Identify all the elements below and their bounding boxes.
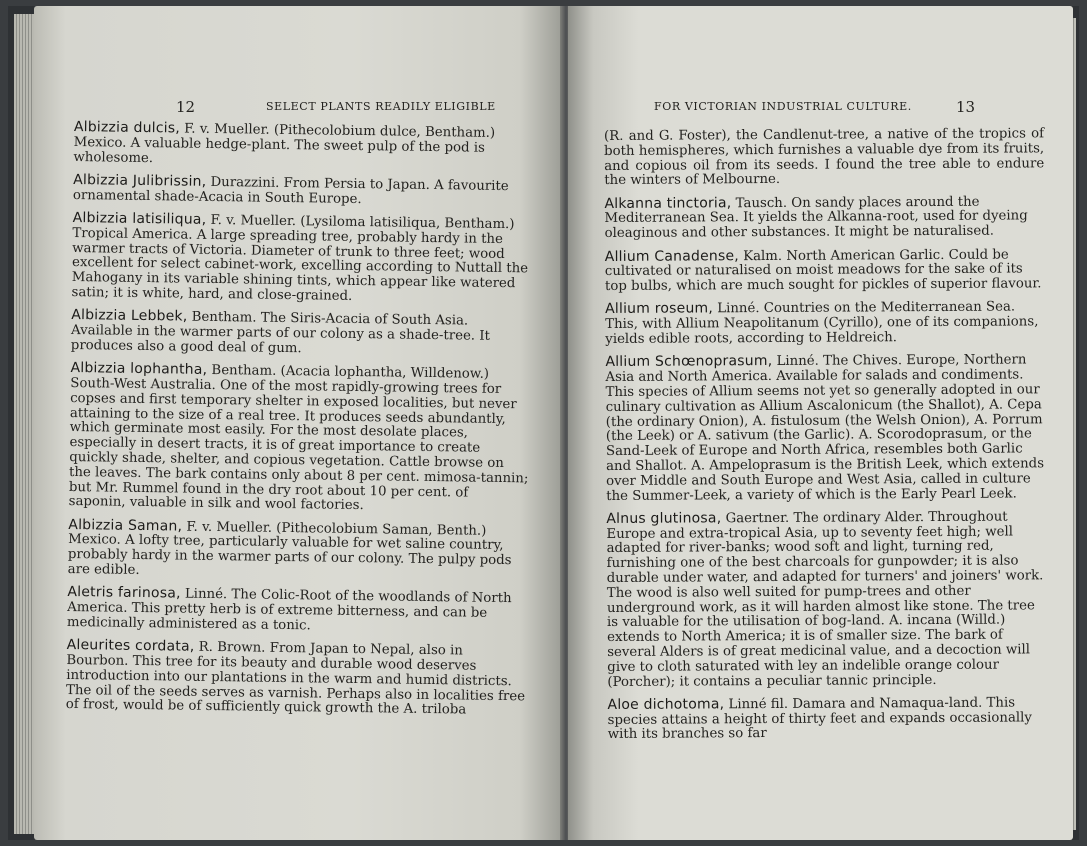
plant-description: Kalm. North American Garlic. Could be cultivated or naturalised on moist meadows for the sake of its top bulbs, which are much sought for pickles of superior flavour.: [604, 247, 1042, 295]
plant-entry: [73, 120, 534, 172]
page-number-right: 13: [956, 98, 976, 116]
plant-description: F. v. Mueller. (Pithecolobium dulce, Bentham.) Mexico. A valuable hedge-plant. The sweet pulp of the pod is wholesome.: [73, 121, 496, 166]
plant-entry: [67, 585, 528, 637]
right-page: [568, 6, 1073, 840]
plant-entry: [71, 211, 532, 307]
plant-description: Tausch. On sandy places around the Mediterranean Sea. It yields the Alkanna-root, used for dyeing oleaginous and other substances. It might be naturalised.: [604, 194, 1028, 242]
plant-entry: [66, 638, 527, 719]
plant-name: Albizzia lophantha,: [70, 360, 208, 379]
plant-name: Albizzia Lebbek,: [71, 307, 188, 325]
plant-description: F. v. Mueller. (Pithecolobium Saman, Benth.) Mexico. A lofty tree, particularly valuable for wet saline country, probably hardy in the warmer parts of our colony. The pulpy pods are edible.: [67, 519, 512, 578]
open-book: [8, 6, 1079, 840]
plant-entry: [68, 518, 529, 585]
plant-name: Allium Schœnoprasum,: [605, 353, 773, 371]
plant-name: Aletris farinosa,: [67, 584, 181, 602]
plant-description: Linné fil. Damara and Namaqua-land. This species attains a height of thirty feet and expands occasionally with its branches so far: [607, 695, 1032, 743]
plant-description: F. v. Mueller. (Lysiloma latisiliqua, Bentham.) Tropical America. A large spreading tree, probably hardy in the warmer tracts of Victoria. Diameter of trunk to three feet; wood excellent for select cabinet-work, excelling according to Nuttall the Mahogany in its variable shining tints, which appear like watered satin; it is white, hard, and close-grained.: [71, 212, 529, 304]
plant-name: Albizzia Saman,: [68, 516, 183, 535]
plant-description: Gaertner. The ordinary Alder. Throughout Europe and extra-tropical Asia, up to seventy feet high; well adapted for river-banks; wood soft and light, turning red, furnishing one of the best charcoals for gunpowder; it is also durable under water, and adapted for turners' and joiners' work. The wood is also well suited for pump-trees and other underground work, as it will harden almost like stone. The tree is valuable for the utilisation of bog-land. A. incana (Willd.) extends to North America; it is of smaller size. The bark of several Alders is of great medicinal value, and a decoction will give to cloth saturated with ley an indelible orange colour (Porcher); it contains a peculiar tannic principle.: [606, 509, 1044, 690]
plant-entry: [604, 194, 1044, 242]
plant-description: Durazzini. From Persia to Japan. A favourite ornamental shade-Acacia in South Europe.: [72, 174, 509, 207]
plant-description: R. Brown. From Japan to Nepal, also in Bourbon. This tree for its beauty and durable wood deserves introduction into our plantations in the warm and humid districts. The oil of the seeds serves as varnish. Perhaps also in localities free of frost, would be of sufficiently quick growth the A. triloba: [65, 639, 526, 718]
plant-name: Alnus glutinosa,: [606, 510, 722, 527]
plant-description: Linné. Countries on the Mediterranean Sea. This, with Allium Neapolitanum (Cyrillo), one of its companions, yields edible roots, according to Heldreich.: [605, 299, 1039, 348]
left-text-column: [66, 120, 534, 727]
plant-entry: [605, 353, 1046, 505]
running-head-left: SELECT PLANTS READILY ELIGIBLE: [266, 100, 496, 113]
left-page: [34, 6, 562, 840]
plant-name: Allium roseum,: [605, 300, 714, 318]
plant-entry: [69, 361, 531, 516]
plant-entry: [607, 695, 1047, 743]
plant-entry: [71, 308, 532, 360]
page-edges-left: [14, 14, 36, 834]
plant-description: Bentham. The Siris-Acacia of South Asia. Available in the warmer parts of our colony as a shade-tree. It produces also a good deal of gum.: [70, 309, 491, 357]
plant-entry: [73, 173, 533, 210]
plant-name: Albizzia dulcis,: [73, 119, 181, 137]
plant-name: Aleurites cordata,: [66, 637, 195, 655]
plant-name: Alkanna tinctoria,: [604, 194, 732, 212]
page-number-left: 12: [176, 98, 196, 116]
right-text-column: [604, 127, 1048, 750]
continuation-paragraph: (R. and G. Foster), the Candlenut-tree, a native of the tropics of both hemispheres, which furnishes a valuable dye from its fruits, and copious oil from its seeds. I found the tree able to endure the winters of Melbourne.: [603, 126, 1045, 189]
plant-description: Linné. The Chives. Europe, Northern Asia and North America. Available for salads and condiments. This species of Allium seems not yet so generally adopted in our culinary cultivation as Allium Ascalonicum (the Shallot), A. Cepa (the ordinary Onion), A. fistulosum (the Welsh Onion), A. Porrum (the Leek) or A. sativum (the Garlic). A. Scorodoprasum, or the Sand-Leek of Europe and North Africa, resembles both Garlic and Shallot. A. Ampeloprasum is the British Leek, which extends over Middle and South Europe and West Asia, called in culture the Summer-Leek, a variety of which is the Early Pearl Leek.: [605, 352, 1045, 504]
plant-name: Albizzia latisiliqua,: [72, 209, 207, 228]
plant-entry: [605, 247, 1045, 295]
plant-description: Linné. The Colic-Root of the woodlands of North America. This pretty herb is of extreme bitterness, and can be medicinally administered as a tonic.: [66, 586, 512, 634]
plant-name: Albizzia Julibrissin,: [73, 171, 207, 190]
running-head-right: FOR VICTORIAN INDUSTRIAL CULTURE.: [654, 100, 912, 113]
plant-name: Aloe dichotoma,: [607, 696, 725, 713]
plant-entry: [605, 300, 1045, 348]
plant-description: Bentham. (Acacia lophantha, Willdenow.) South-West Australia. One of the most rapidly-growing trees for copses and first temporary shelter in exposed localities, but never attaining to the size of a real tree. It produces seeds abundantly, which germinate most easily. For the most desolate places, especially in desert tracts, it is of great importance to create quickly shade, shelter, and copious vegetation. Cattle browse on the leaves. The bark contains only about 8 per cent. mimosa-tannin; but Mr. Rummel found in the dry root about 10 per cent. of saponin, valuable in silk and wool factories.: [68, 363, 529, 514]
plant-name: Allium Canadense,: [604, 247, 739, 265]
plant-entry: [606, 509, 1047, 690]
